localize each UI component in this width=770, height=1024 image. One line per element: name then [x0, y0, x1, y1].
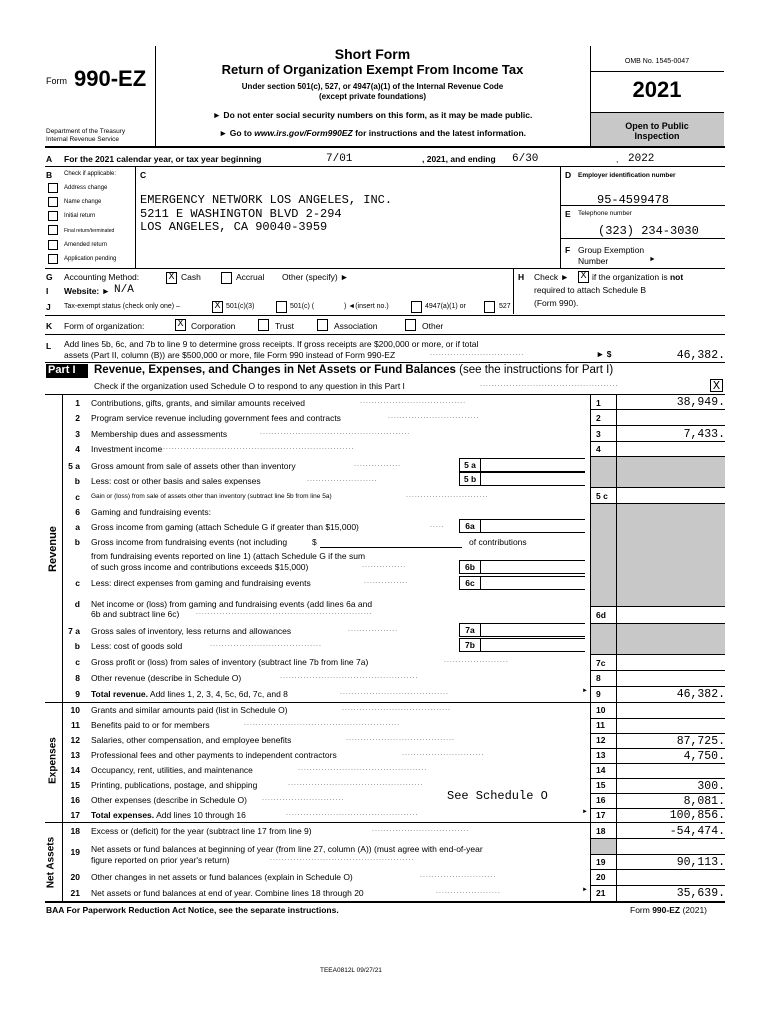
dept-treasury: Department of the Treasury [46, 128, 126, 135]
status-501c3-checkbox[interactable]: X [212, 301, 223, 313]
accrual-checkbox[interactable] [221, 272, 232, 284]
amended-return-checkbox[interactable] [48, 240, 58, 250]
form-title: Return of Organization Exempt From Income Tax [221, 62, 524, 77]
form-label: Form [46, 76, 67, 86]
form-number: 990-EZ [74, 66, 147, 91]
total-revenue[interactable]: 46,382. [676, 688, 725, 701]
omb-number: OMB No. 1545-0047 [624, 58, 690, 65]
tax-year-end-year[interactable]: 2022 [628, 153, 655, 165]
line-1-amount[interactable]: 38,949. [676, 396, 725, 409]
line-13-amount[interactable]: 4,750. [683, 750, 725, 763]
org-name[interactable]: EMERGENCY NETWORK LOS ANGELES, INC. [140, 193, 393, 207]
application-pending-checkbox[interactable] [48, 254, 58, 264]
line-5a-field[interactable] [481, 458, 585, 472]
final-return-checkbox[interactable] [48, 225, 58, 235]
expenses-side-label: Expenses [47, 737, 59, 784]
subtitle-1: Under section 501(c), 527, or 4947(a)(1) of the Internal Revenue Code [241, 82, 504, 91]
ein[interactable]: 95-4599478 [597, 193, 670, 207]
cash-checkbox[interactable]: X [166, 272, 177, 284]
line-7b-field[interactable] [481, 638, 585, 652]
short-form: Short Form [334, 46, 411, 62]
status-501c-checkbox[interactable] [276, 301, 287, 313]
revenue-side-label: Revenue [47, 526, 59, 572]
initial-return-checkbox[interactable] [48, 211, 58, 221]
association-checkbox[interactable] [317, 319, 328, 331]
status-527-checkbox[interactable] [484, 301, 495, 313]
line-18-amount[interactable]: -54,474. [669, 825, 725, 838]
address-change-checkbox[interactable] [48, 183, 58, 193]
instructions-notice: ► Go to www.irs.gov/Form990EZ for instructions and the latest information. [218, 128, 527, 138]
line-16-amount[interactable]: 8,081. [683, 795, 725, 808]
tax-year-end[interactable]: 6/30 [512, 153, 539, 165]
schedule-o-checkbox[interactable]: X [710, 379, 723, 392]
part-1-label: Part I [48, 364, 76, 376]
line-5b-field[interactable] [481, 472, 585, 486]
line-12-amount[interactable]: 87,725. [676, 735, 725, 748]
trust-checkbox[interactable] [258, 319, 269, 331]
baa-notice: BAA For Paperwork Reduction Act Notice, see the separate instructions. [46, 905, 339, 915]
line-3-amount[interactable]: 7,433. [683, 428, 725, 441]
line-6c-field[interactable] [481, 576, 585, 590]
telephone[interactable]: (323) 234-3030 [598, 224, 699, 238]
line-15-amount[interactable]: 300. [697, 780, 725, 793]
line-7a-field[interactable] [481, 623, 585, 637]
org-address-1[interactable]: 5211 E WASHINGTON BLVD 2-294 [140, 207, 342, 221]
subtitle-2: (except private foundations) [318, 92, 427, 101]
line-6a-field[interactable] [481, 519, 585, 533]
name-change-checkbox[interactable] [48, 197, 58, 207]
see-schedule-o: See Schedule O [447, 789, 548, 803]
dept-irs: Internal Revenue Service [46, 136, 119, 143]
line-19-amount[interactable]: 90,113. [676, 856, 725, 869]
net-assets-side-label: Net Assets [45, 836, 57, 889]
ssn-notice: ► Do not enter social security numbers on this form, as it may be made public. [212, 110, 533, 120]
website[interactable]: N/A [114, 284, 134, 296]
corporation-checkbox[interactable]: X [175, 319, 186, 331]
gross-receipts[interactable]: 46,382. [676, 349, 725, 362]
total-expenses[interactable]: 100,856. [669, 809, 725, 822]
line-6b-field[interactable] [481, 560, 585, 574]
tax-year: 2021 [632, 77, 682, 102]
tax-year-begin[interactable]: 7/01 [326, 153, 353, 165]
form-code: TEEA0812L 09/27/21 [320, 967, 382, 974]
open-public-2: Inspection [634, 131, 680, 141]
schedule-b-checkbox[interactable]: X [578, 271, 589, 283]
status-4947-checkbox[interactable] [411, 301, 422, 313]
other-org-checkbox[interactable] [405, 319, 416, 331]
line-21-amount[interactable]: 35,639. [676, 887, 725, 900]
part-1-title: Revenue, Expenses, and Changes in Net Assets or Fund Balances (see the instructions for Part I) [94, 364, 614, 376]
org-address-2[interactable]: LOS ANGELES, CA 90040-3959 [140, 220, 328, 234]
open-public-1: Open to Public [625, 121, 689, 131]
irs-link[interactable]: www.irs.gov/Form990EZ [254, 128, 353, 138]
footer-form: Form 990-EZ (2021) [630, 905, 708, 915]
